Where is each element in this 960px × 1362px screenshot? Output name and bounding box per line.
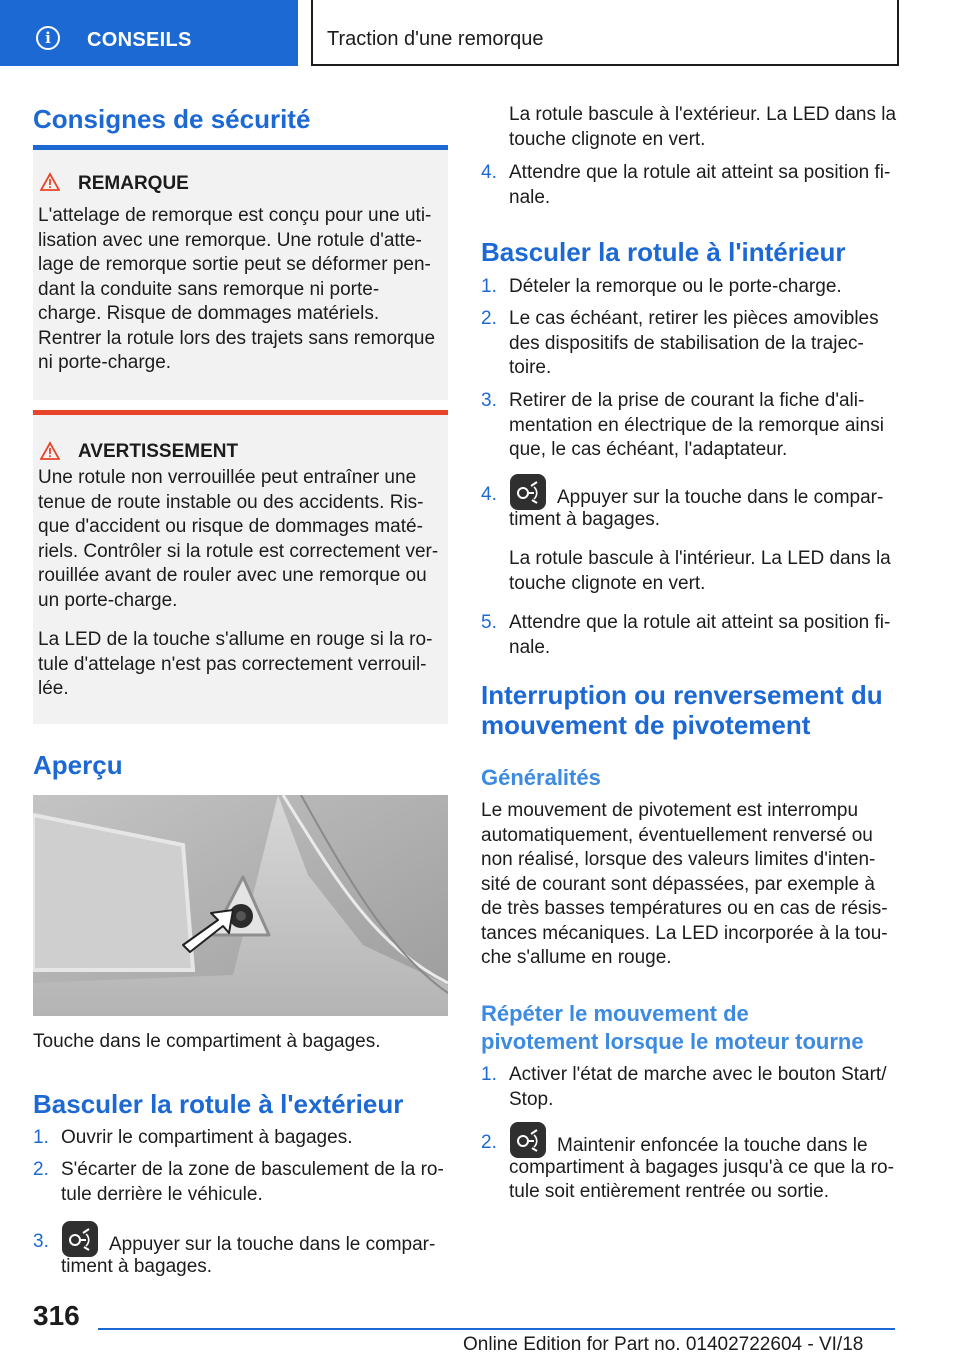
step-number: 4. [481,162,497,183]
continued-line: touche clignote en vert. [509,128,706,150]
step-text: mentation en électrique de la remorque ainsi [509,414,884,436]
extend-title: Basculer la rotule à l'extérieur [33,1089,404,1119]
chapter-title: Traction d'une remorque [327,28,544,50]
trailer-hitch-button-icon [61,1220,99,1258]
warning-line: riels. Contrôler si la rotule est correctement ver- [38,540,439,562]
warning-bar [33,410,448,415]
warning-heading: AVERTISSEMENT [78,441,239,462]
repeat-title-line2: pivotement lorsque le moteur tourne [481,1029,864,1054]
step-number: 4. [481,484,497,505]
general-line: automatiquement, éventuellement renversé ou [481,824,873,846]
warning-line: La LED de la touche s'allume en rouge si la ro- [38,629,433,650]
step-text: Appuyer sur la touche dans le compar- [557,487,884,508]
step-text: Retirer de la prise de courant la fiche d'ali- [509,390,865,411]
step-text: Stop. [509,1088,554,1110]
warning-line: un porte-charge. [38,589,178,611]
step-text: Appuyer sur la touche dans le compar- [109,1234,436,1255]
chapter-header [311,0,899,66]
general-line: Le mouvement de pivotement est interrompu [481,800,859,821]
warning-line: lée. [38,678,69,699]
step-text: tule derrière le véhicule. [61,1183,263,1205]
step-text: La rotule bascule à l'intérieur. La LED dans la [509,548,891,569]
step-text: Dételer la remorque ou le porte-charge. [509,276,842,297]
step-number: 2. [481,308,497,329]
step-line [509,1131,897,1159]
warning-box [33,410,448,724]
note-line: charge. Risque de dommages matériels. [38,303,380,324]
note-line: Rentrer la rotule lors des trajets sans remorque [38,327,436,349]
step-number: 1. [481,276,497,297]
note-box [33,145,448,400]
interrupt-title-line1: Interruption ou renversement du [481,680,883,710]
step-text: Activer l'état de marche avec le bouton Start/ [509,1064,887,1085]
step-text: Le cas échéant, retirer les pièces amovibles [509,308,879,329]
page-number: 316 [33,1300,80,1331]
retract-title: Basculer la rotule à l'intérieur [481,237,846,267]
warning-triangle-icon [40,172,60,192]
warning-line: tule d'attelage n'est pas correctement verrouil- [38,653,427,675]
photo-caption: Touche dans le compartiment à bagages. [33,1031,381,1052]
note-heading: REMARQUE [78,173,189,194]
step-text: des dispositifs de stabilisation de la trajec- [509,332,864,354]
step-text: touche clignote en vert. [509,572,706,594]
overview-title: Aperçu [33,750,123,780]
general-line: de très basses températures ou en cas de résis- [481,898,888,919]
edition-text: Online Edition for Part no. 01402722604 - VI/18 [463,1334,864,1355]
step-number: 3. [33,1231,49,1252]
note-bar [33,145,448,150]
step-text: timent à bagages. [61,1255,213,1277]
warning-line: rouillée avant de rouler avec une remorque ou [38,565,427,586]
step-text: compartiment à bagages jusqu'à ce que la ro- [509,1156,894,1178]
step-text: S'écarter de la zone de basculement de la ro- [61,1159,444,1180]
trailer-hitch-button-icon [509,473,547,511]
note-line: L'attelage de remorque est conçu pour une uti- [38,205,432,226]
step-number: 2. [33,1159,49,1180]
note-line: lage de remorque sortie peut se déformer pen- [38,254,431,275]
interrupt-title-line2: mouvement de pivotement [481,710,811,740]
note-line: dant la conduite sans remorque ni porte- [38,278,380,300]
step-number: 5. [481,612,497,633]
general-title: Généralités [481,765,601,790]
step-number: 3. [481,390,497,411]
footer-rule [98,1328,895,1330]
step-text: nale. [509,186,551,208]
note-line: lisation avec une remorque. Une rotule d'atte- [38,229,422,251]
section-tab [0,0,298,66]
step-text: nale. [509,636,551,658]
step-text: toire. [509,357,552,378]
section-tag: CONSEILS [87,29,192,51]
continued-line: La rotule bascule à l'extérieur. La LED dans la [509,104,897,125]
warning-line: que d'accident ou risque de dommages maté- [38,516,423,537]
step-text: Ouvrir le compartiment à bagages. [61,1127,353,1148]
note-line: ni porte-charge. [38,352,172,373]
warning-line: tenue de route instable ou des accidents. Ris- [38,491,424,513]
step-text: timent à bagages. [509,508,661,530]
step-line [509,483,897,511]
general-line: tances mécaniques. La LED incorporée à la tou- [481,922,888,944]
step-text: tule soit entièrement rentrée ou sortie. [509,1181,830,1202]
general-line: non réalisé, lorsque des valeurs limites d'inten- [481,849,876,870]
step-text: Maintenir enfoncée la touche dans le [557,1135,868,1156]
step-line [61,1230,449,1258]
repeat-title-line1: Répéter le mouvement de [481,1001,749,1026]
trunk-button-photo [33,795,448,1016]
step-text: Attendre que la rotule ait atteint sa position fi- [509,162,891,183]
general-line: sité de courant sont dépassées, par exemple à [481,873,875,895]
trailer-hitch-button-icon [509,1121,547,1159]
step-text: Attendre que la rotule ait atteint sa position fi- [509,612,891,633]
info-icon: i [36,26,60,50]
step-number: 1. [481,1064,497,1085]
step-text: que, le cas échéant, l'adaptateur. [509,439,788,460]
step-number: 1. [33,1127,49,1148]
general-line: che s'allume en rouge. [481,947,672,968]
step-number: 2. [481,1132,497,1153]
safety-title: Consignes de sécurité [33,104,311,134]
warning-triangle-icon [40,441,60,461]
warning-line: Une rotule non verrouillée peut entraîner une [38,467,417,488]
